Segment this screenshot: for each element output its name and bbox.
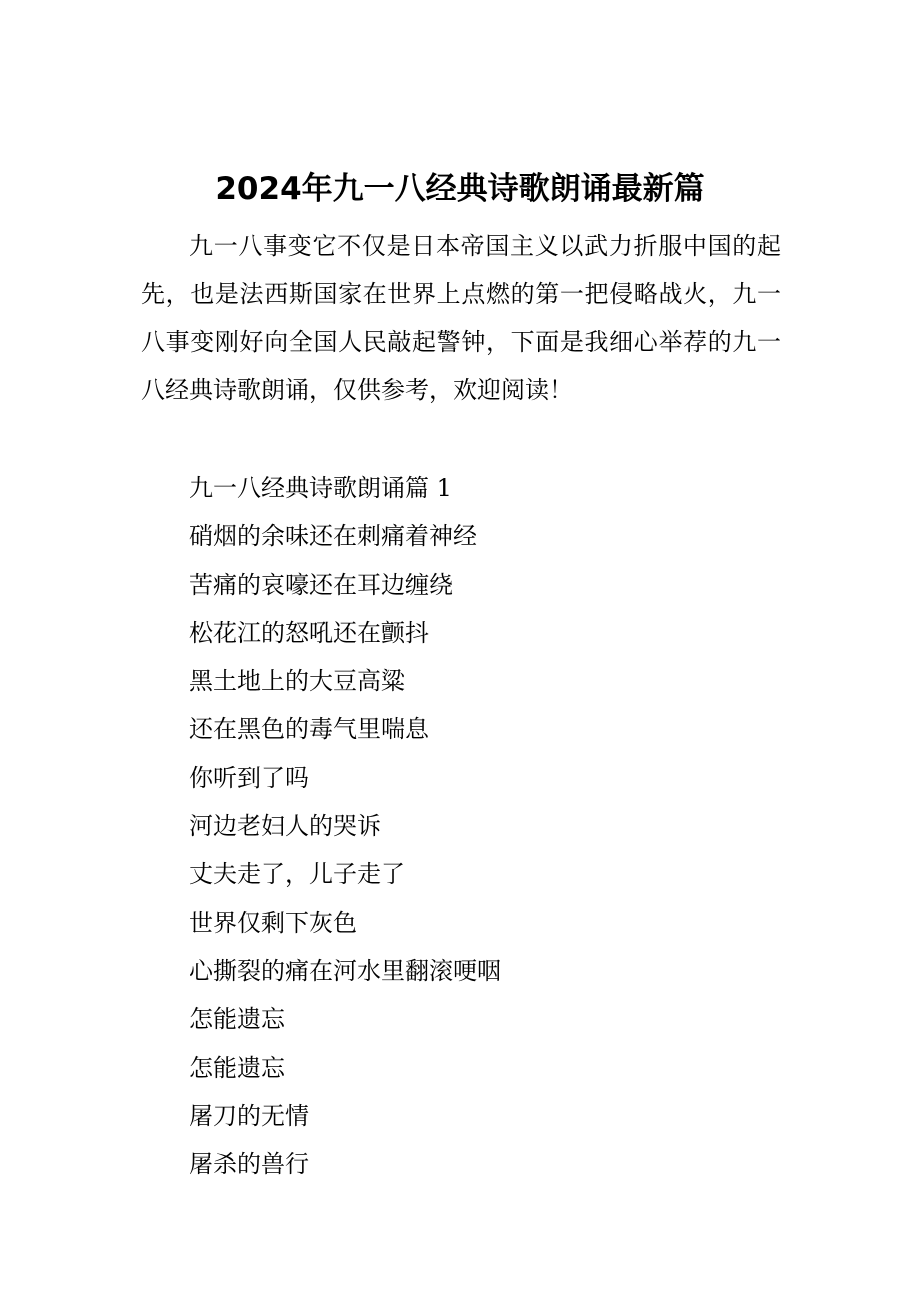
poem-line: 怎能遗忘 bbox=[189, 1053, 285, 1082]
poem-lines bbox=[189, 464, 789, 1188]
poem-line: 你听到了吗 bbox=[189, 763, 309, 792]
poem-line: 黑土地上的大豆高粱 bbox=[189, 667, 405, 696]
poem-line: 屠杀的兽行 bbox=[189, 1150, 309, 1179]
poem-line: 河边老妇人的哭诉 bbox=[189, 812, 381, 841]
poem-line: 屠刀的无情 bbox=[189, 1101, 309, 1130]
poem-line: 松花江的怒吼还在颤抖 bbox=[189, 618, 429, 647]
poem-line: 丈夫走了，儿子走了 bbox=[189, 860, 405, 889]
intro-paragraph: 九一八事变它不仅是日本帝国主义以武力折服中国的起先，也是法西斯国家在世界上点燃的第一把侵略战火，九一八事变刚好向全国人民敲起警钟，下面是我细心举荐的九一八经典诗歌朗诵，仅供参考，欢迎阅读！ bbox=[141, 232, 781, 404]
poem-heading: 九一八经典诗歌朗诵篇 1 bbox=[189, 474, 452, 502]
poem-line: 世界仅剩下灰色 bbox=[189, 908, 357, 937]
document-title: 2024年九一八经典诗歌朗诵最新篇 bbox=[215, 170, 705, 207]
poem-line: 还在黑色的毒气里喘息 bbox=[189, 715, 429, 744]
poem-line: 硝烟的余味还在刺痛着神经 bbox=[189, 522, 477, 551]
poem-line: 心撕裂的痛在河水里翻滚哽咽 bbox=[189, 956, 501, 985]
poem-line: 苦痛的哀嚎还在耳边缠绕 bbox=[189, 570, 453, 599]
poem-line: 怎能遗忘 bbox=[189, 1005, 285, 1034]
